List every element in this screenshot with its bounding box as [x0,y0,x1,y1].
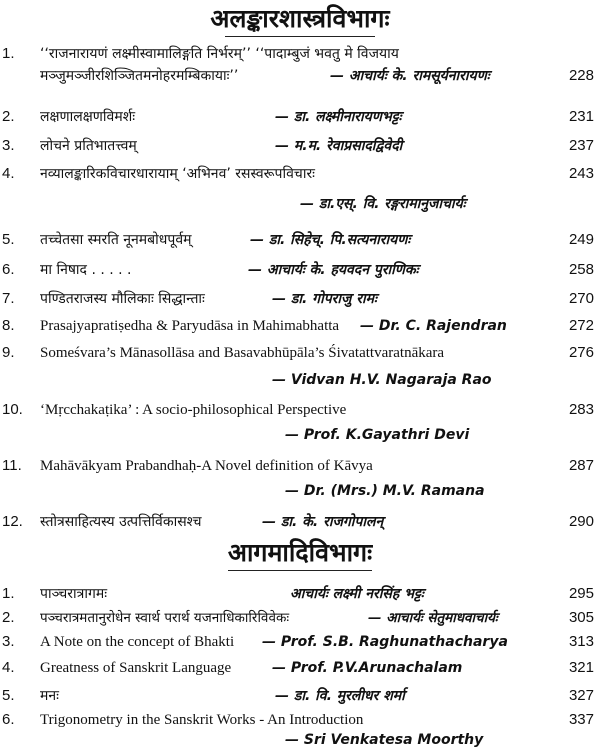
toc-entry[interactable] [0,258,600,282]
entry-number: 7. [2,290,15,307]
section-title-alankara: अलङ्कारशास्त्रविभागः [210,4,390,33]
toc-entry[interactable] [0,398,600,422]
entry-author: आचार्यः लक्ष्मी नरसिंह भट्टः [290,586,424,602]
entry-number: 1. [2,45,15,62]
entry-title: पाञ्चरात्रागमः [40,586,108,602]
entry-author: — डा. वि. मुरलीधर शर्मा [275,688,405,704]
entry-title: A Note on the concept of Bhakti [40,634,235,650]
entry-author: — डा. लक्ष्मीनारायणभट्टः [275,109,402,125]
entry-number: 5. [2,231,15,248]
entry-page-number: 321 [568,659,594,676]
entry-author: — Prof. S.B. Raghunathacharya [262,634,508,650]
entry-author: — डा.एस्. वि. रङ्गरामानुजाचार्यः [300,196,466,212]
entry-number: 1. [2,585,15,602]
toc-entry[interactable] [0,684,600,708]
toc-entry[interactable] [0,228,600,252]
entry-number: 8. [2,317,15,334]
toc-entry-author-line [0,728,600,752]
entry-author: — Vidvan H.V. Nagaraja Rao [272,372,492,388]
toc-entry[interactable] [0,105,600,129]
toc-entry[interactable] [0,287,600,311]
toc-entry[interactable] [0,656,600,680]
entry-number: 3. [2,137,15,154]
entry-number: 2. [2,108,15,125]
toc-entry-author-line [0,423,600,447]
entry-title: Someśvara’s Mānasollāsa and Basavabhūpāla’s Śivatattvaratnākara [40,345,445,361]
entry-page-number: 237 [568,137,594,154]
entry-title: स्तोत्रसाहित्यस्य उत्पत्तिर्विकासश्च [40,514,202,530]
entry-number: 11. [2,457,22,474]
toc-entry[interactable] [0,510,600,534]
toc-entry[interactable] [0,42,600,66]
entry-title: मनः [40,688,59,704]
entry-number: 2. [2,609,15,626]
entry-number: 9. [2,344,15,361]
entry-title: नव्यालङ्कारिकविचारधारायाम् ‘अभिनव’ रसस्वरूपविचारः [40,166,315,182]
entry-number: 10. [2,401,23,418]
toc-entry[interactable] [0,134,600,158]
entry-author: — Prof. K.Gayathri Devi [285,427,470,443]
entry-page-number: 243 [568,165,594,182]
toc-entry[interactable] [0,630,600,654]
entry-page-number: 283 [568,401,594,418]
toc-entry[interactable] [0,606,600,630]
toc-entry[interactable] [0,162,600,186]
entry-title: लोचने प्रतिभातत्त्वम् [40,138,137,154]
entry-page-number: 276 [568,344,594,361]
entry-title-line2: मञ्जुमञ्जीरशिञ्जितमनोहरमम्बिकायाः’’ [40,68,239,84]
entry-title: Mahāvākyam Prabandhaḥ-A Novel definition of Kāvya [40,458,373,474]
entry-title: तच्चेतसा स्मरति नूनमबोधपूर्वम् [40,232,192,248]
entry-number: 6. [2,261,15,278]
section-title-underline [225,36,375,37]
entry-number: 12. [2,513,23,530]
entry-author: — Sri Venkatesa Moorthy [285,732,484,748]
section-title-agamadi: आगमादिविभागः [227,538,373,567]
entry-page-number: 337 [568,711,594,728]
entry-page-number: 249 [568,231,594,248]
toc-entry-author-line [0,479,600,503]
entry-title: ‘Mṛcchakaṭika’ : A socio-philosophical Perspective [40,402,347,418]
entry-title: लक्षणालक्षणविमर्शः [40,109,136,125]
entry-title: पण्डितराजस्य मौलिकाः सिद्धान्ताः [40,291,205,307]
entry-author: — म.म. रेवाप्रसादद्विवेदी [275,138,403,154]
entry-author: — डा. गोपराजु रामः [272,291,377,307]
entry-author: — आचार्यः सेतुमाधवाचार्यः [368,610,498,626]
entry-title: Trigonometry in the Sanskrit Works - An Introduction [40,712,364,728]
toc-entry[interactable] [0,341,600,365]
entry-title: मा निषाद . . . . . [40,262,132,278]
entry-title: Prasajyapratiṣedha & Paryudāsa in Mahimabhatta [40,318,340,334]
entry-author: — आचार्यः के. रामसूर्यनारायणः [330,68,490,84]
entry-page-number: 327 [568,687,594,704]
entry-page-number: 287 [568,457,594,474]
entry-title: पञ्चरात्रमतानुरोधेन स्वार्थ परार्थ यजनाधिकारिविवेकः [40,610,290,626]
entry-page-number: 295 [568,585,594,602]
entry-page-number: 270 [568,290,594,307]
entry-page-number: 228 [568,67,594,84]
entry-page-number: 305 [568,609,594,626]
toc-entry-author-line [0,368,600,392]
entry-page-number: 290 [568,513,594,530]
entry-author: — Prof. P.V.Arunachalam [272,660,463,676]
entry-page-number: 258 [568,261,594,278]
entry-author: — डा. सिहेच्. पि.सत्यनारायणः [250,232,411,248]
entry-author: — डा. के. राजगोपालन् [262,514,384,530]
toc-entry[interactable] [0,314,600,338]
entry-title: Greatness of Sanskrit Language [40,660,232,676]
entry-number: 4. [2,165,15,182]
entry-number: 4. [2,659,15,676]
entry-page-number: 231 [568,108,594,125]
entry-author: — आचार्यः के. हयवदन पुराणिकः [248,262,419,278]
entry-number: 3. [2,633,15,650]
toc-entry-author-line [0,192,600,216]
entry-page-number: 313 [568,633,594,650]
toc-entry[interactable] [0,454,600,478]
entry-number: 6. [2,711,15,728]
toc-entry[interactable] [0,582,600,606]
section-title-underline [228,570,372,571]
toc-entry-continued [0,64,600,88]
entry-author: — Dr. C. Rajendran [360,318,507,334]
entry-number: 5. [2,687,15,704]
entry-page-number: 272 [568,317,594,334]
entry-author: — Dr. (Mrs.) M.V. Ramana [285,483,485,499]
entry-title: ‘‘राजनारायणं लक्ष्मीस्वामालिङ्गति निर्भरम्’’ ‘‘पादाम्बुजं भवतु मे विजयाय [40,46,399,62]
